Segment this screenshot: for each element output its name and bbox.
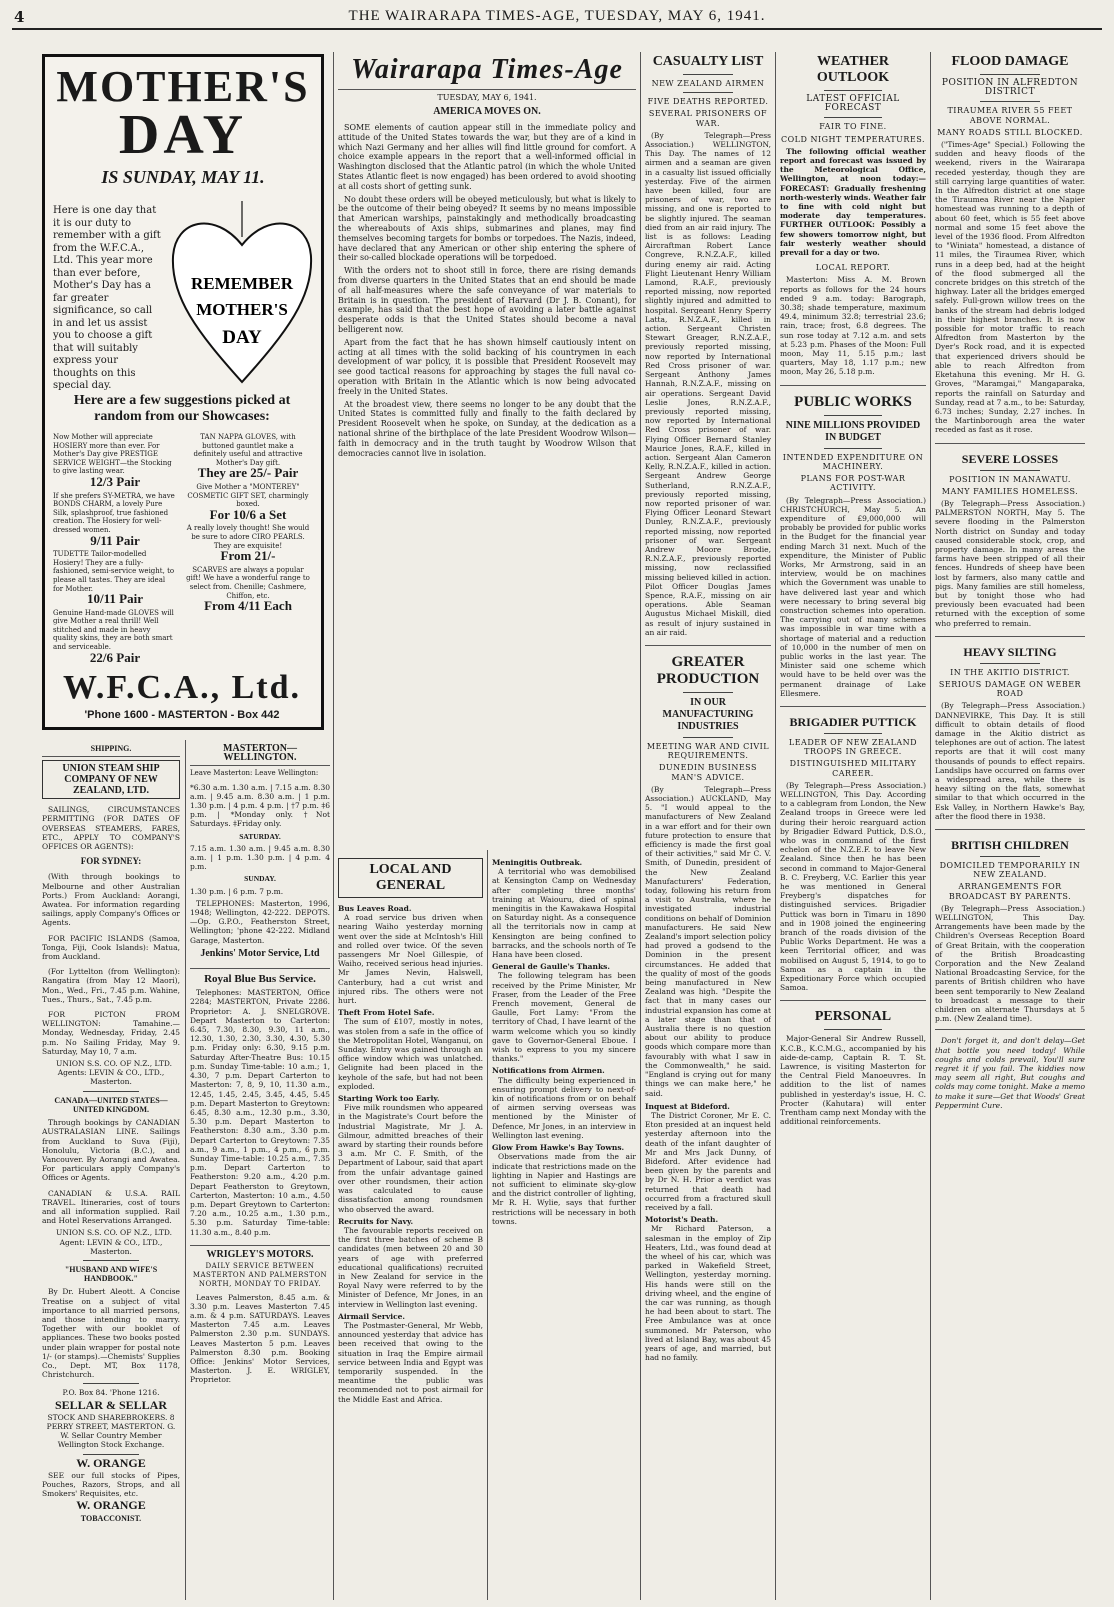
local-item: Theft From Hotel Safe. The sum of £107, mostly in notes, was stolen from a safe in the office of the Metropolitan Hotel, Wanganui, on Sunday. Entry was gained through an office window which was unlatched. Gelignite had been placed in the keyhole of the safe, but had not been exploded. (338, 1008, 483, 1091)
tobacconist-label: TOBACCONIST. (80, 1513, 142, 1523)
wrigley-text: Leaves Palmerston, 8.45 a.m. & 3.30 p.m. Leaves Masterton 7.45 a.m. & 4 p.m. SATURDAYS. Leaves Masterton 7.45 a.m. Leaves Palmerston 2.30 p.m. SUNDAYS. Leaves Masterton 5 p.m. Leaves Palmerston 8.30 p.m. Booking Office: Jenkins' Motor Services, Masterton. J. E. WRIGLEY, Proprietor. (190, 1292, 330, 1385)
sellar-text: STOCK AND SHAREBROKERS. 8 PERRY STREET, MASTERTON. G. W. Sellar Country Member Wellington Stock Exchange. (46, 1412, 176, 1450)
british-children-subheading-2: ARRANGEMENTS FOR BROADCAST BY PARENTS. (948, 882, 1072, 901)
local-item: Starting Work too Early. Five milk roundsmen who appeared in the Magistrate's Court before the Industrial Magistrate, Mr J. A. Gilmour, admitted breaches of their award by starting their rounds before 3 a.m. Mr C. F. Smith, of the Department of Labour, said that apart from the unfair advantage gained over other roundsmen, their action was calculated to cause dissatisfaction among roundsmen who observed the award. (338, 1094, 483, 1214)
ad-headline-line2: DAY (118, 104, 248, 166)
severe-losses-subheading: POSITION IN MANAWATU. (949, 474, 1071, 484)
handbook-heading: "HUSBAND AND WIFE'S HANDBOOK." (64, 1264, 158, 1284)
bus-timetable-column (190, 744, 330, 1600)
heavy-silting-heading: HEAVY SILTING (963, 644, 1057, 659)
column-rule (775, 52, 776, 1600)
flood-subheading-3: MANY ROADS STILL BLOCKED. (937, 127, 1083, 137)
heart-icon (167, 197, 317, 387)
greater-production-subheading-2: MEETING WAR AND CIVIL REQUIREMENTS. (646, 741, 770, 761)
filler-verse: Don't forget it, and don't delay—Get that bottle you need today! While coughs and colds prevail, You'll sure regret it if you fail. The kiddies now may seem all right, But coughs and colds may come tonight. Make a memo to make it sure—Get that Woods' Great Peppermint Cure. (935, 1036, 1085, 1110)
column-rule (333, 52, 334, 1600)
ad-price: 12/3 Pair (89, 473, 141, 489)
agents2-text: UNION S.S. CO. OF N.Z., LTD. Agent: LEVIN & CO., LTD., Masterton. (56, 1228, 172, 1256)
local-item: Meningitis Outbreak. A territorial who was demobilised at Kensington Camp on Wednesday after completing three months' training at Waiouru, died of spinal meningitis in the Kawakawa Hospital on Saturday night. As a consequence all the territorials now in camp at Kensington are being confined to barracks, and the schools north of Te Hana have been closed. (492, 858, 636, 960)
jenkins-heading: Jenkins' Motor Service, Ltd (200, 947, 320, 959)
column-rule (640, 52, 641, 1600)
sunday-heading: SUNDAY. (244, 874, 276, 884)
greater-production-subheading: IN OUR MANUFACTURING INDUSTRIES (662, 696, 754, 732)
local-report-text: Masterton: Miss A. M. Brown reports as follows for the 24 hours ended 9 a.m. today: Barograph, 30.38; shade temperature, maximum 49.4, minimum 32.8; terrestrial 23.6; rain, trace; frost, 6.8 degrees. The sun rose today at 7.12 a.m. and sets at 5.23 p.m. Phases of the Moon: Full moon, May 11, 5.15 p.m.; last quarters, May 18, 1.17 p.m.; new moon, May 26, 5.18 p.m. (780, 275, 926, 377)
usc-heading: UNION STEAM SHIP COMPANY OF NEW ZEALAND, LTD. (42, 760, 180, 799)
editorial-date: TUESDAY, MAY 6, 1941. (437, 93, 537, 102)
editorial-column (338, 54, 636, 854)
personal-heading: PERSONAL (814, 1009, 892, 1025)
ad-item: TAN NAPPA GLOVES, with buttoned gauntlet make a definitely useful and attractive Mother's Day gift. They are 25/- Pair (185, 433, 311, 478)
weekday-times: *6.30 a.m. 1.30 a.m. | 7.15 a.m. 8.30 a.m. | 9.45 a.m. 8.30 a.m. | 1 p.m. 1.30 p.m. | 4 p.m. 4 p.m. | †7 p.m. ‡6 p.m. | *Monday only. †Not Saturdays. ‡Friday only. (190, 782, 330, 829)
newspaper-nameplate: Wairarapa Times-Age (351, 54, 623, 85)
ad-intro-text: Here is one day that it is our duty to remember with a gift from the W.F.C.A., Ltd. This year more than ever before, Mother's Day has a far greater significance, so call in and let us assist you to choose a gift that will suitably express your thoughts on this special day. (53, 205, 161, 391)
public-works-subheading-2: INTENDED EXPENDITURE ON MACHINERY. (782, 452, 924, 471)
ad-headline-line1: MOTHER'S (56, 62, 310, 111)
motorist-heading: Motorist's Death. (645, 1215, 719, 1225)
local-general-heading: LOCAL AND GENERAL (338, 858, 483, 898)
local-item: General de Gaulle's Thanks. The following telegram has been received by the Prime Minister, Mr Fraser, from the Leader of the Free French movement, General de Gaulle, Fort Lamy: "From the territory of Chad, I have learnt of the warm welcome which you so kindly gave to Governor-General Eboue. I wish to express to you my sincere thanks." (492, 962, 636, 1064)
wrigley-subheading: DAILY SERVICE BETWEEN MASTERTON AND PALMERSTON NORTH, MONDAY TO FRIDAY. (192, 1261, 328, 1289)
brigadier-subheading: LEADER OF NEW ZEALAND TROOPS IN GREECE. (788, 737, 918, 757)
ad-item: TUDETTE Tailor-modelled Hosiery! They are a fully-fashioned, semi-service weight, to please all tastes. They are ideal for Mother. 10/11 Pair (53, 550, 177, 604)
casualty-text: (By Telegraph—Press Association.) WELLINGTON, This Day. The names of 12 airmen and a seaman are given in a casualty list issued officially yesterday. Five of the airmen have been killed, four are prisoners of war, two are missing, and one is reported to be slightly injured. The seaman died from an air raid injury. The list is as follows: Leading Aircraftman Robert Lance Congreve, R.N.Z.A.F., killed during enemy air raid. Acting Flight Lieutenant Henry William Lamond, R.A.F., previously reported missing, now reported slightly injured and admitted to hospital. Sergeant Henry Sperry Latta, R.N.Z.A.F., killed in action. Sergeant Christen Stewart Greager, R.N.Z.A.F., previously reported missing, now reported by International Red Cross prisoner of war. Sergeant Anthony James Hannah, R.N.Z.A.F., missing on air operations. Sergeant David Leslie Jones, R.N.Z.A.F., previously reported missing, now reported by International Red Cross prisoner of war. Flying Officer Bernard Stanley Maurice Jones, R.A.F., killed in action. Sergeant Alan Cameron Kelly, R.N.Z.A.F., killed in action. Sergeant Andrew George Sutherland, R.N.Z.A.F., previously reported missing, now reported prisoner of war. Flying Officer Leonard Stewart Dunley, R.N.Z.A.F., previously reported missing, now reported prisoner of war. Sergeant Andrew Moore Brodie, R.N.Z.A.F., previously reported missing, now reclassified missing believed killed in action. Pilot Officer Douglas James Spence, R.A.F., missing on air operations. Able Seaman Augustus Michael Miskill, died as result of injury sustained in an air raid. (645, 130, 771, 637)
inquest-heading: Inquest at Bideford. (645, 1101, 730, 1111)
shipping-heading: SHIPPING. (90, 744, 132, 753)
ad-firm-name: W.F.C.A., Ltd. (62, 669, 302, 706)
sailings-text: SAILINGS, CIRCUMSTANCES PERMITTING (FOR DATES OF OVERSEAS STEAMERS, FARES, ETC., APPLY TO COMPANY'S OFFICES OR AGENTS): (42, 805, 180, 852)
local-general-column-a (338, 858, 483, 1600)
weather-heading: WEATHER OUTLOOK (816, 54, 890, 85)
brigadier-heading: BRIGADIER PUTTICK (789, 714, 917, 729)
ad-right-items (185, 433, 311, 616)
editorial-paragraph: Apart from the fact that he has shown himself cautiously intent on acting at all times with the solid backing of his countrymen in each development of war policy, it is possible that President Roosevelt may see good tactical reasons for approaching by stages the full naval co-operation with Britain in the Atlantic which is now being advocated freely in the United States. (338, 337, 636, 396)
flood-text: ("Times-Age" Special.) Following the sudden and heavy floods of the weekend, rivers in the Wairarapa receded yesterday, though they are still carrying large quantities of water. In the Alfredton district at one stage the Tiraumea River near the Napier homestead was running to a depth of about 60 feet, which is 55 feet above normal and some 15 feet above the level of the 1936 flood. From Alfredton to "Winiata" homestead, a distance of 11 miles, the Tiraumea River, which runs in a deep bed, had at the height of the flood submerged all the concrete bridges on this stretch of the highway. Later all the bridges emerged safely. Full-grown willow trees on the banks of the stream had debris lodged in their highest branches. It is now possible for motor traffic to reach Alfredton from Masterton by the Dyer's Rock road, and it is expected that experienced drivers should be able to reach Alfredton from Eketahuna this evening. Mr H. G. Groves, "Maramgai," Mangaparaka, reports the rainfall on Saturday and Sunday, read at 7 a.m., to be: Saturday, 6.73 inches; Sunday, 2.27 inches. In the Martinborough area the water receded as fast as it rose. (935, 140, 1085, 435)
sydney-heading: FOR SYDNEY: (80, 856, 142, 867)
public-works-subheading: NINE MILLIONS PROVIDED IN BUDGET (785, 419, 921, 443)
personal-text: Major-General Sir Andrew Russell, K.C.B., K.C.M.G., accompanied by his aide-de-camp, Captain R. T. St. Lawrence, is visiting Masterton for the Central Field Manoeuvres. In addition to the list of names published in yesterday's issue, H. C. Procter (Kahutara) will enter Trentham camp next Monday with the additional reinforcements. (780, 1034, 926, 1127)
agents-text: UNION S.S. CO. OF N.Z., LTD. Agents: LEVIN & CO., LTD., Masterton. (56, 1059, 172, 1087)
telephones-text: TELEPHONES: Masterton, 1996, 1948; Wellington, 42-222. DEPOTS.—Op. G.P.O., Featherston Street, Wellington; 'phone 42-222. Midland Garage, Masterton. (190, 898, 330, 945)
sunday-times: 1.30 p.m. | 6 p.m. 7 p.m. (190, 886, 284, 896)
masterton-wellington-heading: MASTERTON—WELLINGTON. (223, 744, 297, 764)
ad-item: Genuine Hand-made GLOVES will give Mother a real thrill! Well stitched and made in heavy quality skins, they are both smart and serviceable. 22/6 Pair (53, 609, 177, 663)
greater-production-subheading-3: DUNEDIN BUSINESS MAN'S ADVICE. (658, 763, 758, 782)
local-item: Recruits for Navy. The favourable reports received on the first three batches of scheme B candidates (men between 20 and 30 years of age with preferred educational qualifications) recruited in New Zealand for service in the Royal Navy were referred to by the Minister of Defence, Mr Jones, in an interview in Wellington last evening. (338, 1216, 483, 1309)
royal-blue-heading: Royal Blue Bus Service. (204, 973, 316, 986)
orange-heading: W. ORANGE (76, 1455, 146, 1470)
mothers-day-advertisement (42, 54, 324, 730)
heart-line1: REMEMBER (191, 274, 293, 293)
column-rule (487, 850, 488, 1600)
editorial-body (338, 123, 636, 458)
wrigley-heading: WRIGLEY'S MOTORS. (206, 1248, 314, 1260)
lyttelton-text: (For Lyttelton (from Wellington): Rangatira (from May 12 Maori), Mon., Wed., Fri., 7.45 p.m. Wahine, Tues., Thurs., Sat., 7.45 p.m. (42, 967, 180, 1004)
rail-text: CANADIAN & U.S.A. RAIL TRAVEL. Itineraries, cost of tours and all information supplied. Rail and Hotel Reservations Arranged. (42, 1188, 180, 1226)
heart-line2: MOTHER'S (196, 300, 288, 319)
brigadier-subheading-2: DISTINGUISHED MILITARY CAREER. (789, 759, 917, 778)
greater-production-text: (By Telegraph—Press Association.) AUCKLAND, May 5. "I would appeal to the manufacturers of New Zealand in a war effort and for their own future protection to ensure that efficiency is made the first goal of their activities," said Mr C. V. Smith, of Dunedin, president of the New Zealand Manufacturers' Federation, today, following his return from a visit to Australia, where he investigated industrial conditions on behalf of Dominion manufacturers. He said New Zealand's import selection policy had proved a godsend to the Dominion in the present circumstances. He added that the quality of most of the goods being manufactured in New Zealand was high. "Despite the fact that in many cases our industrial expansion has come at a later stage than that of Australia there is no question about our ability to produce goods which compare more than favourably with what I saw in the Commonwealth," he said. "England is crying out for many things we can make here," he said. (645, 784, 771, 1098)
editorial-paragraph: No doubt these orders will be obeyed meticulously, but what is likely to be the outcome of their being obeyed? It seems by no means impossible that American warships, painstakingly and methodically broadcasting the whereabouts of Axis ships, submarines and planes, may find themselves becoming targets for bombs or torpedoes. The Nazis, indeed, have declared that any American or other ship entering the sphere of their so-called blockade operations will be torpedoed. (338, 194, 636, 263)
pobox-line: P.O. Box 84. 'Phone 1216. (62, 1388, 160, 1398)
saturday-heading: SATURDAY. (239, 831, 281, 841)
heavy-silting-text: (By Telegraph—Press Association.) DANNEVIRKE, This Day. It is still difficult to obtain details of flood damage in the Akitio district as telephones are out of action. The latest reports are that it will cost many thousands of pounds to effect repairs. Landslips have occurred on farms over a widespread area, while there is heavy silting on the flats, somewhat similar to that which occurred in the Esk Valley, in Northern Hawke's Bay, after the flood there in 1938. (935, 701, 1085, 821)
greater-production-heading: GREATER PRODUCTION (656, 653, 760, 687)
flood-subheading: POSITION IN ALFREDTON DISTRICT (941, 78, 1079, 98)
local-item: Glow From Hawke's Bay Towns. Observations made from the air indicate that restrictions made on the lighting in Napier and Hastings are not sufficient to eliminate sky-glow and the district controller of lighting, Mr R. H. Wylie, says that further restrictions will be necessary in both towns. (492, 1143, 636, 1226)
public-works-text: (By Telegraph—Press Association.) CHRISTCHURCH, May 5. An expenditure of £9,000,000 will probably be provided for public works in the Budget for the financial year ending March 31 next. Much of the expenditure, the Minister of Public Works, Mr Armstrong, said in an interview, would be on machines which the Government was unable to have delivered last year and which were necessary to bring several big construction schemes into operation. The carrying out of many schemes was impossible in war time with a shortage of material and a reduction of 10,000 in the number of men on public works in the last year. The Minister said one scheme which would have to be held over was the permanent drainage of Lake Ellesmere. (780, 495, 926, 698)
local-item: Notifications from Airmen. The difficulty being experienced in ensuring prompt delivery to next-of-kin of notifications from or on behalf of airmen serving overseas was mentioned by the Minister of Defence, Mr Jones, in an interview in Wellington last evening. (492, 1066, 636, 1140)
ad-item: SCARVES are always a popular gift! We have a wonderful range to select from. Chenille; Cashmere, Chiffon, etc. From 4/11 Each (186, 565, 310, 614)
inquest-text: The District Coroner, Mr E. C. Eton presided at an inquest held yesterday afternoon into the death of the infant daughter of Mr and Mrs Jack Dunny, of Bideford. After evidence had been given by the parents and by Dr N. H. Prior a verdict was returned that death had occurred from a fractured skull received by a fall. (645, 1110, 771, 1212)
royal-blue-text: Telephones: MASTERTON, Office 2284; MASTERTON, Private 2286. Proprietor: A. J. SNELGROVE. Depart Masterton to Carterton: 6.45, 7.30, 8.30, 9.30, 11 a.m., 12.30, 1.30, 2.30, 3.30, 4.30, 5.30 p.m. Friday only: 6.30, 9.15 p.m. Saturday After-Theatre Bus: 10.15 p.m. Sunday Time-table: 10 a.m.; 1, 4.30, 7 p.m. Depart Carterton to Masterton: 7, 8, 9, 10, 11.30 a.m., 12.45, 1.45, 2.45, 3.45, 4.45, 5.45 p.m. Depart Masterton to Greytown: 6.45, 8.30 a.m., 12.30 p.m., 3.30, 5.30 p.m. Depart Masterton to Featherston: 8.30 a.m., 3.30 p.m. Depart Carterton to Greytown: 7.35 a.m., 9 a.m., 1 p.m., 4 p.m., 6 p.m. Sunday Time-table: 10.25 a.m., 7.35 p.m. Depart Carterton to Featherston: 9.20 a.m., 4.20 p.m. Depart Featherston to Greytown, Carterton, Masterton: 10 a.m., 4.50 p.m. Depart Greytown to Carterton: 7.20 a.m., 10.25 a.m., 1.30 p.m., 5.30 p.m. Saturday Time-table: 11.30 a.m., 8.40 p.m. (190, 988, 330, 1237)
orange-text: SEE our full stocks of Pipes, Pouches, Razors, Strops, and all Smokers' Requisites, etc. (42, 1470, 180, 1499)
public-works-subheading-3: PLANS FOR POST-WAR ACTIVITY. (800, 474, 906, 493)
pacific-text: FOR PACIFIC ISLANDS (Samoa, Tonga, Fiji, Cook Islands): Matua, from Auckland. (42, 933, 180, 962)
ad-price: 22/6 Pair (89, 649, 141, 665)
severe-losses-heading: SEVERE LOSSES (961, 451, 1059, 466)
ad-item: If she prefers SY-METRA, we have BONDS CHARM, a lovely Pure Silk, splashproof, true fashioned creation. The Hosiery for well-dressed women. 9/11 Pair (53, 492, 177, 546)
weather-column (780, 54, 926, 1600)
column-rule (185, 740, 186, 1600)
editorial-paragraph: With the orders not to shoot still in force, there are rising demands from diverse quarters in the United States that an end should be made of all half-measures where the safe conveyance of war materials to Britain is in question. The president of Harvard (Dr J. B. Conant), for example, has said that the best hope of avoiding a later battle against desperate odds is that the United States should become a naval belligerent now. (338, 266, 636, 334)
ad-price: 9/11 Pair (90, 532, 140, 548)
ad-price: For 10/6 a Set (209, 506, 287, 522)
leave-header: Leave Masterton: Leave Wellington: (190, 769, 319, 778)
british-children-heading: BRITISH CHILDREN (951, 838, 1069, 853)
heavy-silting-subheading: IN THE AKITIO DISTRICT. (950, 667, 1070, 677)
ad-price: They are 25/- Pair (197, 465, 299, 481)
motorist-text: Mr Richard Paterson, a salesman in the employ of Zip Heaters, Ltd., was found dead at the wheel of his car, which was parked in Wakefield Street, Wellington, yesterday morning. His hands were still on the driving wheel, and the engine of the car was running, as though he had been about to start. The Free Ambulance was at once summoned. Mr Paterson, who lived at Island Bay, was about 45 years of age, and married, but had no family. (645, 1224, 771, 1363)
column-rule (930, 52, 931, 1600)
heart-line3: DAY (222, 327, 262, 348)
editorial-title: AMERICA MOVES ON. (433, 106, 541, 117)
flood-subheading-2: TIRAUMEA RIVER 55 FEET ABOVE NORMAL. (947, 106, 1073, 125)
local-report-heading: LOCAL REPORT. (815, 263, 891, 273)
public-works-heading: PUBLIC WORKS (794, 393, 912, 410)
ad-price: From 21/- (220, 548, 276, 564)
ad-address: 'Phone 1600 - MASTERTON - Box 442 (84, 709, 280, 721)
newspaper-running-title: THE WAIRARAPA TIMES-AGE, TUESDAY, MAY 6, 1941. (348, 7, 766, 24)
british-children-text: (By Telegraph—Press Association.) WELLINGTON, This Day. Arrangements have been made by the Children's Overseas Reception Board of Great Britain, with the cooperation of the British Broadcasting Corporation and the New Zealand National Broadcasting Service, for the parents of British children who have been sent temporarily to New Zealand to broadcast a message to their children on alternate Thursdays at 5 p.m. (New Zealand time). (935, 903, 1085, 1024)
ad-price: From 4/11 Each (204, 598, 292, 614)
casualty-subheading-2: FIVE DEATHS REPORTED. (647, 97, 769, 107)
editorial-paragraph: At the broadest view, there seems no longer to be any doubt that the United States is committed fully and finally to the faith declared by President Roosevelt when he spoke, on Sunday, at the dedication as a national shrine of the birthplace of the late President Woodrow Wilson—faith in democracy and in the truth taught by Woodrow Wilson that democracies cannot live in isolation. (338, 399, 636, 458)
ad-item: Now Mother will appreciate HOSIERY more than ever. For Mother's Day give PRESTIGE SERVICE WEIGHT—the Stocking to give lasting wear. 12/3 Pair (53, 433, 177, 487)
canada-text: Through bookings by CANADIAN AUSTRALASIAN LINE. Sailings from Auckland to Suva (Fiji), Honolulu, Victoria (B.C.), and Vancouver. By Aorangi and Awatea. For particulars apply Company's Offices or Agents. (42, 1118, 180, 1183)
weather-subheading: LATEST OFFICIAL FORECAST (806, 94, 900, 114)
british-children-subheading: DOMICILED TEMPORARILY IN NEW ZEALAND. (939, 861, 1081, 880)
ad-date-line: IS SUNDAY, MAY 11. (101, 167, 265, 187)
casualty-heading: CASUALTY LIST (652, 54, 764, 69)
sellar-heading: SELLAR & SELLAR (54, 1397, 168, 1412)
saturday-times: 7.15 a.m. 1.30 a.m. | 9.45 a.m. 8.30 a.m. | 1 p.m. 1.30 p.m. | 4 p.m. 4 p.m. (190, 843, 330, 872)
weather-subheading-3: COLD NIGHT TEMPERATURES. (781, 134, 925, 144)
canada-heading: CANADA—UNITED STATES—UNITED KINGDOM. (54, 1095, 168, 1114)
local-item: Airmail Service. The Postmaster-General, Mr Webb, announced yesterday that advice has been received that owing to the situation in Iraq the Empire airmail service between India and Egypt was temporarily suspended. In the meantime the public was recommended not to post airmail for the Middle East and Africa. (338, 1311, 483, 1404)
weather-text: The following official weather report and forecast was issued by the Meteorological Office, Wellington, at noon today:— FORECAST: Gradually freshening north-westerly winds. Weather fair to fine with cold night but moderate day temperatures. FURTHER OUTLOOK: Possibly a few showers tomorrow night, but fair westerly weather should prevail for a day or two. (780, 146, 926, 258)
casualty-subheading: NEW ZEALAND AIRMEN (651, 79, 765, 88)
ad-left-items (53, 433, 177, 667)
flood-column (935, 54, 1085, 1600)
picton-text: FOR PICTON FROM WELLINGTON: Tamahine.—Monday, Wednesday, Friday, 2.45 p.m. No Sailing Friday, May 9. Saturday, May 10, 7 a.m. (42, 1010, 180, 1056)
flood-heading: FLOOD DAMAGE (951, 54, 1069, 69)
page-masthead (12, 4, 1102, 30)
sydney-text: (With through bookings to Melbourne and other Australian Ports.) From Auckland: Aorangi, Awatea. For information regarding sailings, apply Company's Offices or Agents. (42, 872, 180, 928)
page-number: 4 (14, 8, 25, 26)
editorial-paragraph: SOME elements of caution appear still in the immediate policy and attitude of the United States towards the war, but they are of a kind in which Nazi Germany and her allies will find little ground for comfort. A choice example appears in the report that a well-informed official in Washington disclosed that the Atlantic patrol (in which the whole United States Atlantic fleet is now engaged) has been ordered to avoid shooting at all costs short of getting sunk. (338, 123, 636, 191)
handbook-text: By Dr. Hubert Aleott. A Concise Treatise on a subject of vital importance to all married persons, and those intending to marry. Together with our booklet of appliances. These two books posted under plain wrapper for postal note 1/- (or stamps).—Chemists' Supplies Co., Dept. MT, Box 1178, Christchurch. (42, 1287, 180, 1380)
orange-heading-2: W. ORANGE (76, 1498, 146, 1513)
ad-item: Give Mother a "MONTEREY" COSMETIC GIFT SET, charmingly boxed. For 10/6 a Set (185, 483, 311, 519)
heavy-silting-subheading-2: SERIOUS DAMAGE ON WEBER ROAD (938, 679, 1082, 699)
severe-losses-text: (By Telegraph—Press Association.) PALMERSTON NORTH, May 5. The severe flooding in the Palmerston North district on Sunday and today caused considerable stock, crop, and property damage. In many areas the farms have been stripped of all their fences. Hundreds of sheep have been lost by farmers, also many cattle and pigs. Many families are still homeless, but by tonight those who had previously been evacuated had been returned with the exception of some who preferred to remain. (935, 498, 1085, 628)
ad-price: 10/11 Pair (87, 591, 143, 607)
local-general-column-b (492, 858, 636, 1600)
casualty-subheading-3: SEVERAL PRISONERS OF WAR. (648, 109, 768, 128)
severe-losses-subheading-2: MANY FAMILIES HOMELESS. (941, 486, 1079, 496)
casualty-column (645, 54, 771, 1600)
brigadier-text: (By Telegraph—Press Association.) WELLINGTON, This Day. According to a cablegram from London, the New Zealand troops in Greece were led during their heroic rearguard action by Brigadier Edward Puttick, D.S.O., who was in command of the first echelon of the N.Z.E.F. to leave New Zealand. Since then he has been second in command to Major-General B. C. Freyberg, V.C. Earlier this year he was mentioned in General Freyberg's dispatches for distinguished services. Brigadier Puttick was born in Timaru in 1890 and in 1908 joined the engineering branch of the roads division of the Public Works Department. He was a keen Territorial officer, and was mobilised on August 5, 1914, to go to Samoa as a captain in the Expeditionary Force which occupied Samoa. (780, 780, 926, 993)
ad-item: A really lovely thought! She would be sure to adore CIRO PEARLS. They are exquisite! From 21/- (186, 524, 310, 564)
weather-subheading-2: FAIR TO FINE. (819, 122, 887, 132)
shipping-column (42, 744, 180, 1600)
ad-suggestions-heading: Here are a few suggestions picked at random from our Showcases: (73, 393, 291, 424)
local-item: Bus Leaves Road. A road service bus driven when nearing Waiho yesterday morning went over the side at McIntosh's Hill and rolled over twice. Of the seven passengers Mr Noel Gillespie, of Waiho, received serious head injuries. Mr James Nevin, Halswell, Canterbury, had a cut wrist and injured ribs. The others were not hurt. (338, 904, 483, 1006)
